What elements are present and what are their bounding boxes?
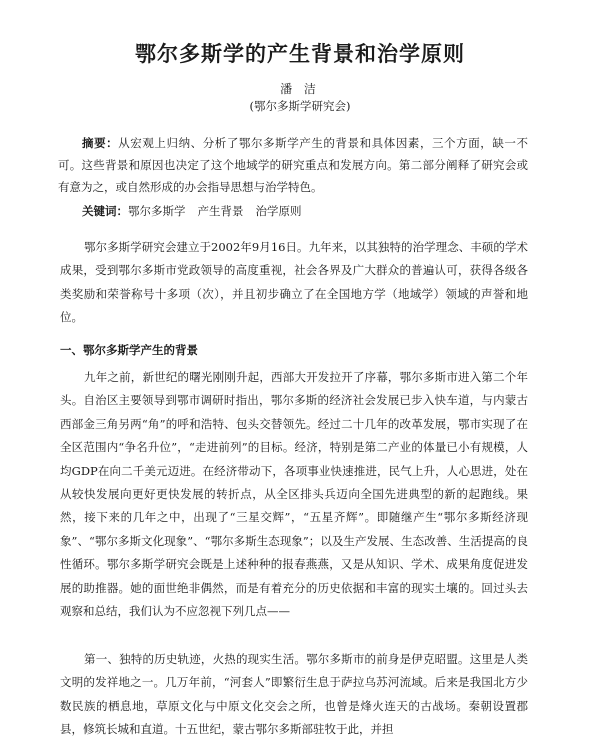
article-title: 鄂尔多斯学的产生背景和治学原则 <box>135 42 465 66</box>
body-paragraph-3: 第一、独特的历史轨迹，火热的现实生活。鄂尔多斯市的前身是伊克昭盟。这里是人类文明的发祥地之一。几万年前，“河套人”即繁衍生息于萨拉乌苏河流域。后来是我国北方少数民族的栖息地，草原文化与中原文化交会之所，也曾是烽火连天的古战场。秦朝设置郡县，修筑长城和直道。十五世纪，蒙古鄂尔多斯部驻牧于此，并担 <box>60 652 528 737</box>
body-paragraph-2: 九年之前，新世纪的曙光刚刚升起，西部大开发拉开了序幕，鄂尔多斯市进入第二个年头。自治区主要领导到鄂市调研时指出，鄂尔多斯的经济社会发展已步入快车道，与内蒙古西部金三角另两“角”的呼和浩特、包头交替领先。经过二十几年的改革发展，鄂市实现了在全区范围内“争名升位”，“走进前列”的目标。经济，特别是第二产业的体量已小有规模，人均GDP在向二千美元迈进。在经济带动下，各项事业快速推进，民气上升，人心思进，处在从较快发展向更好更快发展的转折点，从全区排头兵迈向全国先进典型的新的起跑线。果然，接下来的几年之中，出现了“三星交辉”，“五星齐辉”。即随继产生“鄂尔多斯经济现象”、“鄂尔多斯文化现象”、“鄂尔多斯生态现象”；以及生产发展、生态改善、生活提高的良性循环。鄂尔多斯学研究会既是上述种种的报春燕燕，又是从知识、学术、成果角度促进发展的助推器。她的面世绝非偶然，而是有着充分的历史依据和丰富的现实土壤的。回过头去观察和总结，我们认为不应忽视下列几点—— <box>60 370 528 619</box>
keyword-item: 产生背景 <box>197 204 244 218</box>
abstract-text: 从宏观上归纳、分析了鄂尔多斯学产生的背景和具体因素，三个方面，缺一不可。这些背景和原因也决定了这个地域学的研究重点和发展方向。第二部分阐释了研究会或有意为之，或自然形成的办会指导思想与治学特色。 <box>58 136 529 194</box>
abstract <box>58 132 528 198</box>
author-affiliation: (鄂尔多斯学研究会) <box>249 99 351 113</box>
author-name: 潘 洁 <box>280 82 320 96</box>
keywords-label: 关键词： <box>82 204 128 218</box>
keywords <box>82 200 314 222</box>
section-heading: 一、鄂尔多斯学产生的背景 <box>60 343 198 357</box>
body-paragraph-1: 鄂尔多斯学研究会建立于2002年9月16日。九年来，以其独特的治学理念、丰硕的学术成果，受到鄂尔多斯市党政领导的高度重视，社会各界及广大群众的普遍认可，获得各级各类奖励和荣誉称号十多项（次），并且初步确立了在全国地方学（地域学）领域的声誉和地位。 <box>60 240 528 325</box>
keyword-item: 鄂尔多斯学 <box>128 204 186 218</box>
keyword-item: 治学原则 <box>255 204 302 218</box>
abstract-label: 摘要： <box>82 136 119 150</box>
